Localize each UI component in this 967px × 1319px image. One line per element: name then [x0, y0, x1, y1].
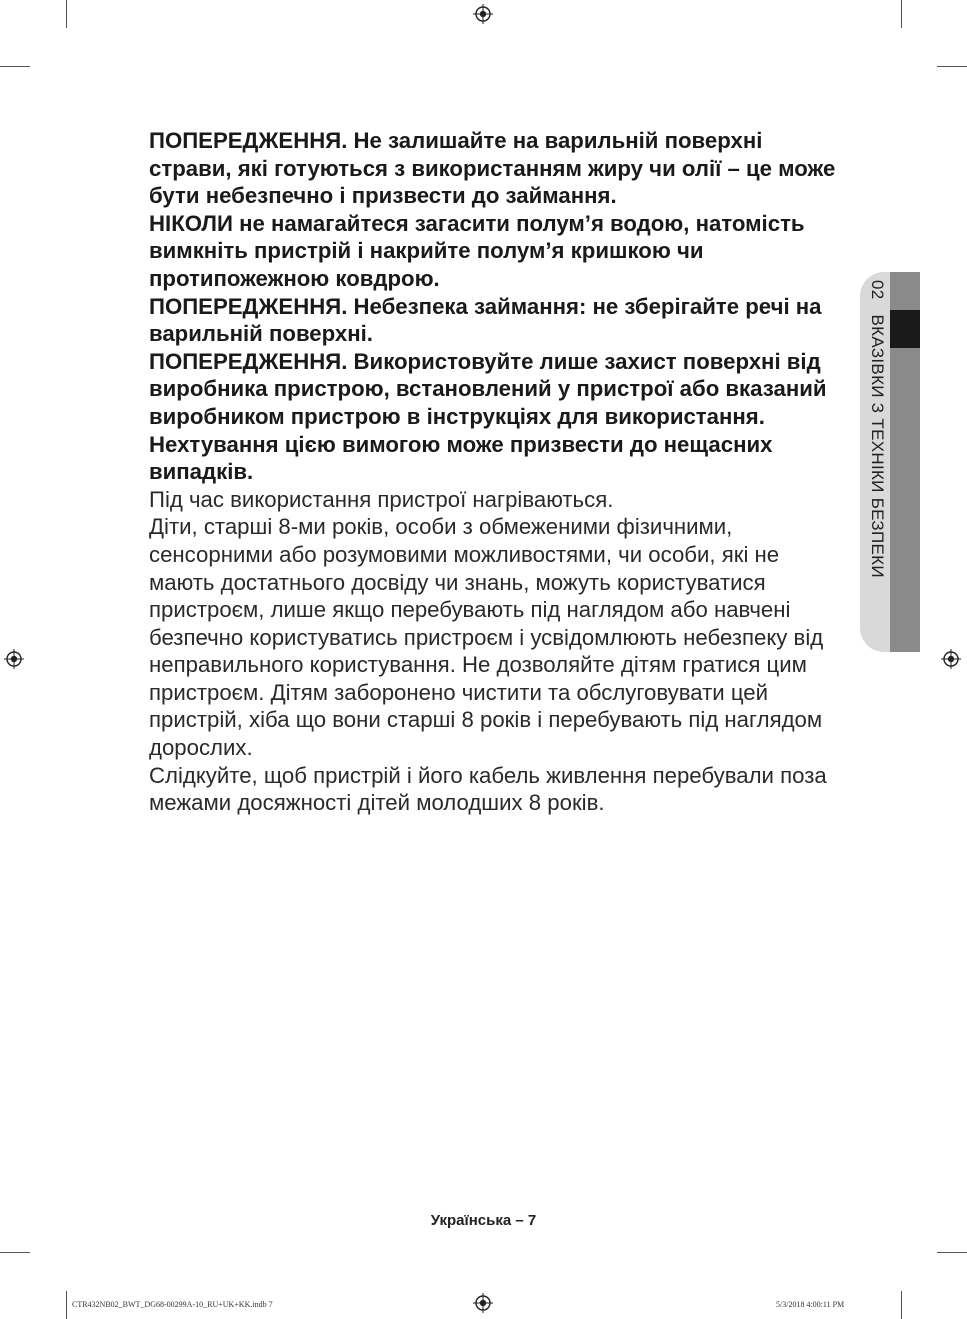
- body-paragraph: Під час використання пристрої нагріваються.: [149, 486, 614, 512]
- crop-mark: [901, 1291, 902, 1319]
- registration-crosshair-icon: [473, 4, 493, 24]
- print-timestamp: 5/3/2018 4:00:11 PM: [776, 1300, 845, 1309]
- registration-crosshair-icon: [941, 649, 961, 669]
- crop-mark: [0, 1252, 30, 1253]
- crop-mark: [0, 66, 30, 67]
- page-number: Українська – 7: [430, 1212, 537, 1229]
- chapter-side-tab: [860, 272, 920, 652]
- crop-mark: [66, 0, 67, 28]
- print-file-info: CTR432NB02_BWT_DG68-00299A-10_RU+UK+KK.indb 7: [72, 1300, 273, 1309]
- chapter-label: [864, 280, 890, 640]
- registration-crosshair-icon: [473, 1293, 493, 1313]
- chapter-title: ВКАЗІВКИ З ТЕХНІКИ БЕЗПЕКИ: [868, 314, 887, 578]
- warning-paragraph: НІКОЛИ не намагайтеся загасити полум’я водою, натомість вимкніть пристрій і накрийте полум’я кришкою чи протипожежною ковдрою.: [149, 210, 805, 291]
- crop-mark: [937, 66, 967, 67]
- main-content: [149, 127, 849, 817]
- side-tab-marker: [890, 310, 920, 348]
- warning-paragraph: ПОПЕРЕДЖЕННЯ. Використовуйте лише захист поверхні від виробника пристрою, встановлений у пристрої або вказаний виробником пристрою в інструкціях для використання. Нехтування цією вимогою може призвести до нещасних випадків.: [149, 348, 827, 485]
- crop-mark: [937, 1252, 967, 1253]
- crop-mark: [66, 1291, 67, 1319]
- crop-mark: [901, 0, 902, 28]
- warning-paragraph: ПОПЕРЕДЖЕННЯ. Не залишайте на варильній поверхні страви, які готуються з використанням жиру чи олії – це може бути небезпечно і призвести до займання.: [149, 128, 836, 209]
- body-paragraph: Слідкуйте, щоб пристрій і його кабель живлення перебували поза межами досяжності дітей молодших 8 років.: [149, 762, 827, 816]
- chapter-number: 02: [868, 280, 887, 300]
- registration-crosshair-icon: [4, 649, 24, 669]
- warning-paragraph: ПОПЕРЕДЖЕННЯ. Небезпека займання: не зберігайте речі на варильній поверхні.: [149, 293, 822, 347]
- body-paragraph: Діти, старші 8-ми років, особи з обмеженими фізичними, сенсорними або розумовими можливостями, чи особи, які не мають достатнього досвіду чи знань, можуть користуватися пристроєм, лише якщо перебувають під наглядом або навчені безпечно користуватись пристроєм і усвідомлюють небезпеку від неправильного користування. Не дозволяйте дітям гратися цим пристроєм. Дітям заборонено чистити та обслуговувати цей пристрій, хіба що вони старші 8 років і перебувають під наглядом дорослих.: [149, 514, 824, 761]
